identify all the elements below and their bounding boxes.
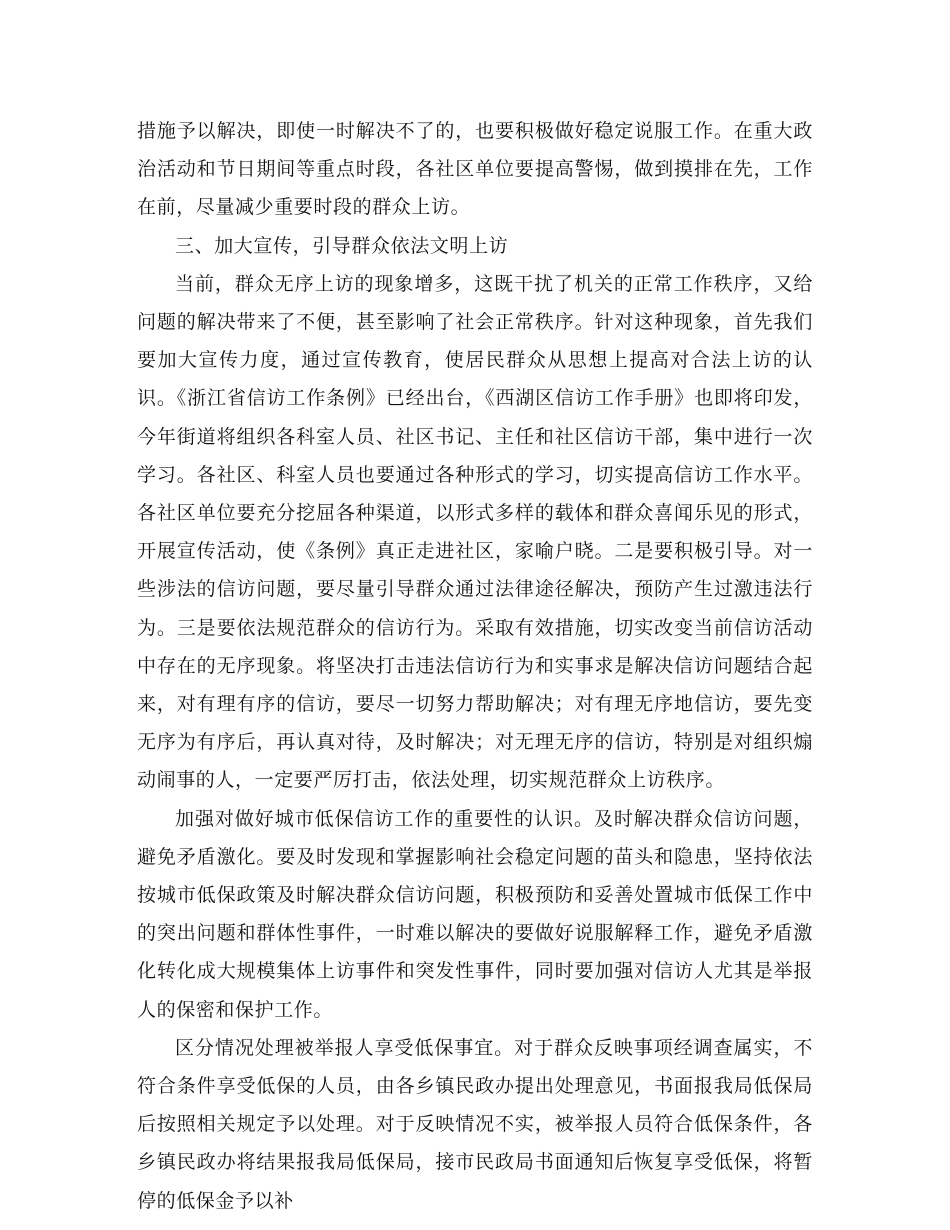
paragraph-handling: 区分情况处理被举报人享受低保事宜。对于群众反映事项经调查属实，不符合条件享受低保的人员，由各乡镇民政办提出处理意见，书面报我局低保局后按照相关规定予以处理。对于反映情况不实，被举报人员符合低保条件，各乡镇民政办将结果报我局低保局，接市民政局书面通知后恢复享受低保，将暂停的低保金予以补 bbox=[137, 1036, 813, 1212]
paragraph-publicity: 当前，群众无序上访的现象增多，这既干扰了机关的正常工作秩序，又给问题的解决带来了不便，甚至影响了社会正常秩序。针对这种现象，首先我们要加大宣传力度，通过宣传教育，使居民群众从思想上提高对合法上访的认识。《浙江省信访工作条例》已经出台，《西湖区信访工作手册》也即将印发，今年街道将组织各科室人员、社区书记、主任和社区信访干部，集中进行一次学习。各社区、科室人员也要通过各种形式的学习，切实提高信访工作水平。各社区单位要充分挖屈各种渠道，以形式多样的载体和群众喜闻乐见的形式，开展宣传活动，使《条例》真正走进社区，家喻户晓。二是要积极引导。对一些涉法的信访问题，要尽量引导群众通过法律途径解决，预防产生过激违法行为。三是要依法规范群众的信访行为。采取有效措施，切实改变当前信访活动中存在的无序现象。将坚决打击违法信访行为和实事求是解决信访问题结合起来，对有理有序的信访，要尽一切努力帮助解决；对有理无序地信访，要先变无序为有序后，再认真对待，及时解决；对无理无序的信访，特别是对组织煽动闹事的人，一定要严厉打击，依法处理，切实规范群众上访秩序。 bbox=[137, 272, 813, 792]
paragraph-importance: 加强对做好城市低保信访工作的重要性的认识。及时解决群众信访问题，避免矛盾激化。要及时发现和掌握影响社会稳定问题的苗头和隐患，坚持依法按城市低保政策及时解决群众信访问题，积极预防和妥善处置城市低保工作中的突出问题和群体性事件，一时难以解决的要做好说服解释工作，避免矛盾激化转化成大规模集体上访事件和突发性事件，同时要加强对信访人尤其是举报人的保密和保护工作。 bbox=[137, 807, 813, 1021]
section-heading: 三、加大宣传，引导群众依法文明上访 bbox=[175, 234, 509, 257]
paragraph-continuation: 措施予以解决，即使一时解决不了的，也要积极做好稳定说服工作。在重大政治活动和节日期间等重点时段，各社区单位要提高警惕，做到摸排在先，工作在前，尽量减少重要时段的群众上访。 bbox=[137, 120, 813, 219]
document-body bbox=[137, 112, 813, 1220]
